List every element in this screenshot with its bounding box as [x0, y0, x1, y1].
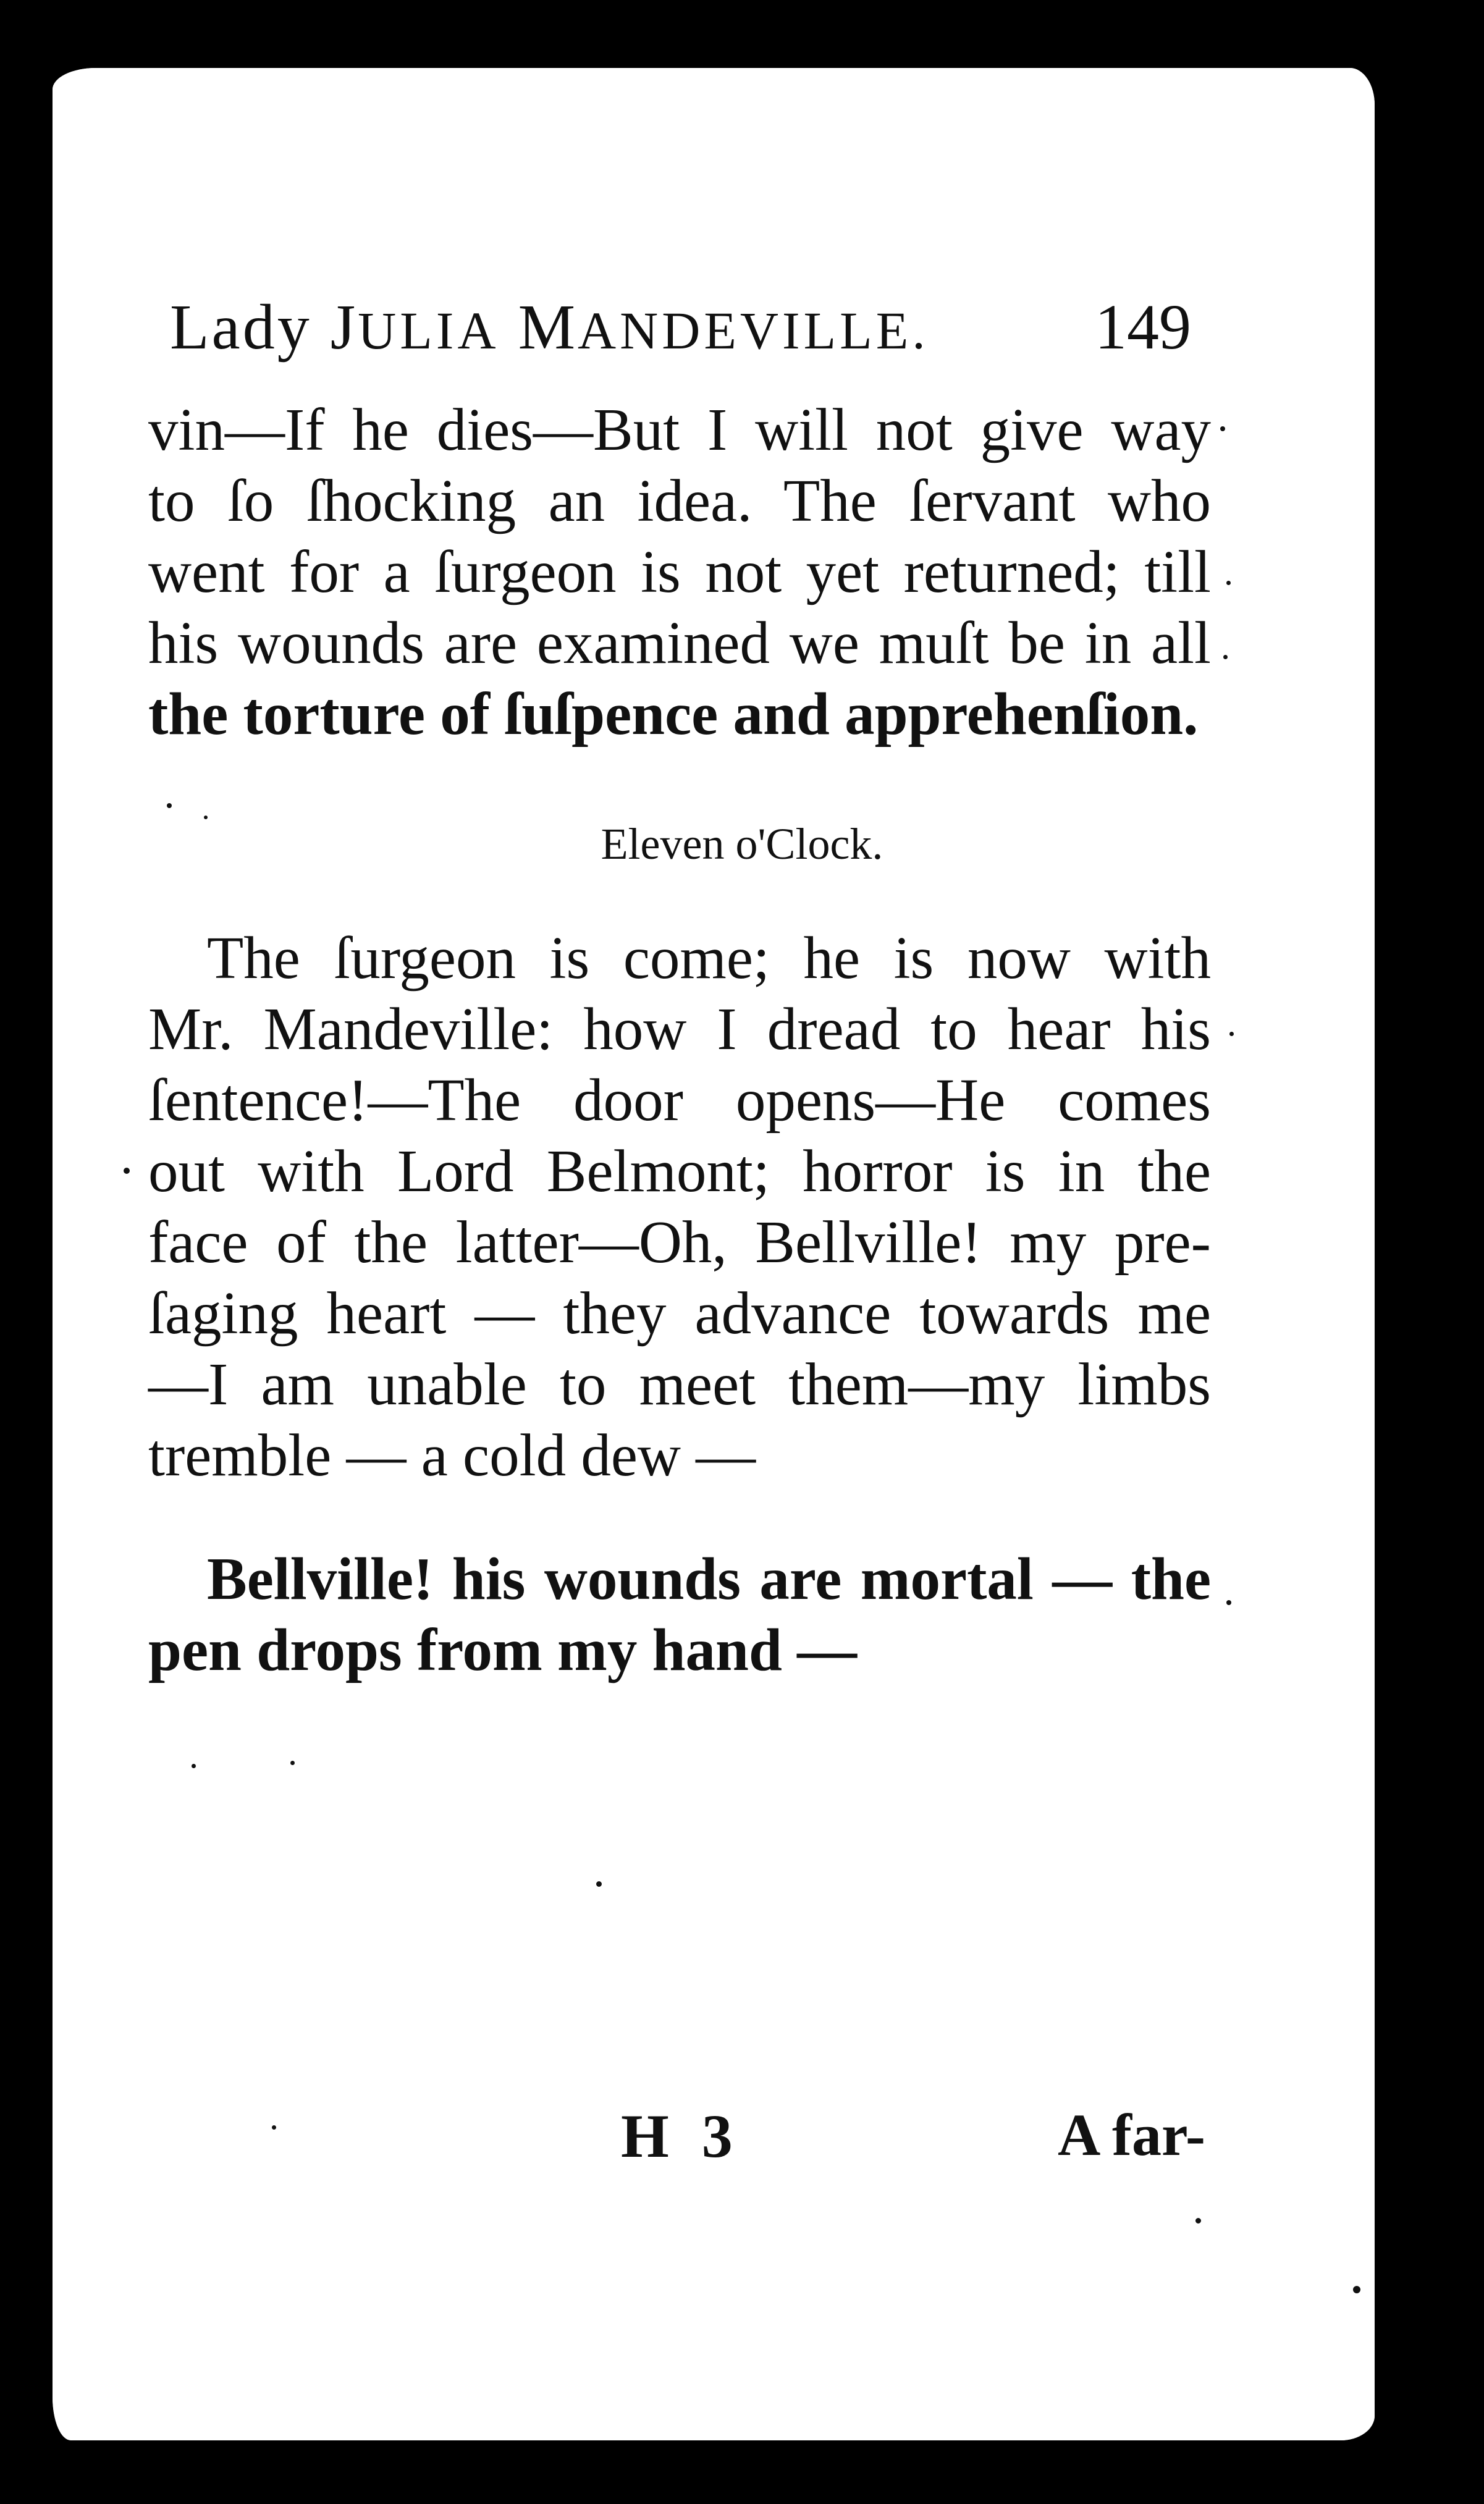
- paragraph-2-line-3: ſentence!—The door opens—He comes: [148, 1067, 1211, 1133]
- running-head-title-small-1: ULIA: [358, 301, 500, 360]
- paragraph-3-line-1: Bellville! his wounds are mortal — the: [207, 1546, 1211, 1612]
- ink-speck: [1226, 1600, 1231, 1605]
- paragraph-1-line-4: his wounds are examined we muſt be in all: [148, 610, 1211, 676]
- ink-speck: [1226, 581, 1231, 585]
- ink-speck: [1229, 1032, 1234, 1036]
- paragraph-2-line-6: ſaging heart — they advance towards me: [148, 1280, 1211, 1346]
- page-number: 149: [1095, 292, 1191, 363]
- paragraph-1-line-5: the torture of ſuſpence and apprehenſion.: [148, 681, 1199, 747]
- ink-speck: [272, 2125, 276, 2130]
- running-head-title: [170, 290, 929, 364]
- running-head-title-small-2: ANDEVILLE.: [578, 301, 929, 360]
- paragraph-1-line-1: vin—If he dies—But I will not give way: [148, 397, 1211, 463]
- signature-mark: H 3: [621, 2102, 741, 2170]
- ink-speck: [1223, 655, 1228, 659]
- paragraph-2-line-1: The ſurgeon is come; he is now with: [207, 925, 1211, 991]
- running-head-title-mid: M: [499, 292, 578, 363]
- ink-speck: [204, 816, 208, 819]
- ink-speck: [1220, 426, 1225, 431]
- paragraph-2-line-7: —I am unable to meet them—my limbs: [148, 1351, 1211, 1417]
- paragraph-1-line-3: went for a ſurgeon is not yet returned; till: [148, 539, 1211, 605]
- ink-speck: [192, 1764, 196, 1768]
- ink-speck: [1195, 2218, 1201, 2224]
- paragraph-2-line-8: tremble — a cold dew —: [148, 1422, 756, 1488]
- running-head-title-start: Lady J: [170, 292, 358, 363]
- paragraph-3-line-2: pen drops from my hand —: [148, 1617, 858, 1683]
- paragraph-2-line-2: Mr. Mandeville: how I dread to hear his: [148, 996, 1211, 1062]
- paragraph-1-line-2: to ſo ſhocking an idea. The ſervant who: [148, 468, 1211, 534]
- paragraph-2-line-5: face of the latter—Oh, Bellville! my pre-: [148, 1209, 1211, 1275]
- ink-speck: [596, 1881, 602, 1887]
- section-subheading: Eleven o'Clock.: [601, 819, 883, 869]
- left-binding-edge: [0, 0, 36, 2504]
- ink-speck: [1353, 2286, 1360, 2293]
- ink-speck: [167, 803, 172, 808]
- ink-speck: [124, 1168, 130, 1174]
- ink-speck: [290, 1761, 295, 1765]
- paragraph-2-line-4: out with Lord Belmont; horror is in the: [148, 1138, 1211, 1204]
- catchword: A far-: [1058, 2102, 1206, 2168]
